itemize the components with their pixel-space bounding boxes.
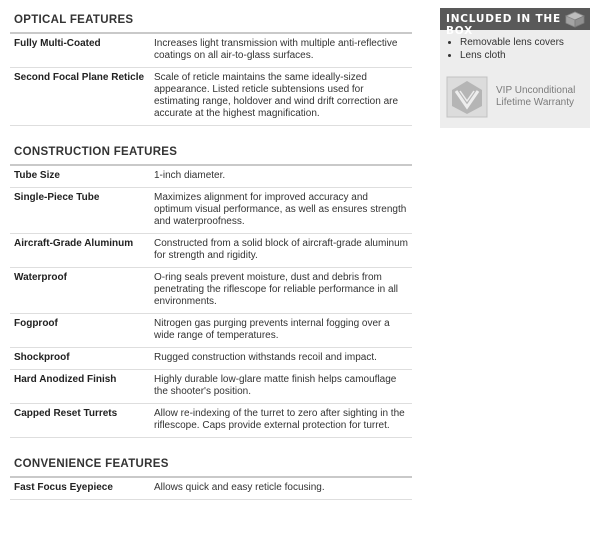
feature-name: Second Focal Plane Reticle — [14, 72, 145, 83]
feature-description: Rugged construction withstands recoil and impact. — [154, 352, 377, 363]
feature-row — [10, 348, 412, 370]
section-construction — [10, 140, 412, 438]
feature-row — [10, 478, 412, 500]
feature-name: Aircraft-Grade Aluminum — [14, 238, 134, 249]
feature-description: Highly durable low-glare matte finish helps camouflage the shooter's position. — [154, 374, 397, 397]
feature-name: Fast Focus Eyepiece — [14, 482, 113, 493]
feature-name: Shockproof — [14, 352, 70, 363]
feature-row — [10, 166, 412, 188]
warranty-line-2: Lifetime Warranty — [496, 97, 574, 108]
feature-row — [10, 188, 412, 234]
feature-row — [10, 404, 412, 438]
included-box-title: INCLUDED IN THE BOX — [446, 13, 561, 37]
feature-description: O-ring seals prevent moisture, dust and debris from penetrating the riflescope for reliable performance in all environments. — [154, 272, 399, 307]
feature-row — [10, 234, 412, 268]
feature-name: Capped Reset Turrets — [14, 408, 118, 419]
section-convenience — [10, 452, 412, 500]
feature-description: Maximizes alignment for improved accuracy and optimum visual performance, as well as ensures strength and waterproofness. — [154, 192, 407, 227]
feature-row — [10, 268, 412, 314]
feature-description: Allows quick and easy reticle focusing. — [154, 482, 325, 493]
included-item: • Removable lens covers — [460, 36, 582, 49]
included-box-header — [440, 8, 590, 37]
box-icon — [564, 10, 586, 33]
feature-row — [10, 314, 412, 348]
section-title-optical: OPTICAL FEATURES — [10, 8, 412, 34]
included-in-box-panel — [440, 8, 590, 128]
section-title-convenience: CONVENIENCE FEATURES — [10, 452, 412, 478]
warranty-line-1: VIP Unconditional — [496, 85, 576, 96]
feature-name: Tube Size — [14, 170, 60, 181]
feature-row — [10, 34, 412, 68]
feature-description: Nitrogen gas purging prevents internal fogging over a wide range of temperatures. — [154, 318, 390, 341]
feature-name: Fogproof — [14, 318, 58, 329]
warranty-block — [440, 70, 590, 128]
feature-description: Allow re-indexing of the turret to zero after sighting in the riflescope. Caps provide external protection for turret. — [154, 408, 405, 431]
section-title-construction: CONSTRUCTION FEATURES — [10, 140, 412, 166]
feature-row — [10, 68, 412, 126]
warranty-text — [496, 85, 575, 109]
feature-name: Single-Piece Tube — [14, 192, 100, 203]
feature-description: Increases light transmission with multiple anti-reflective coatings on all air-to-glass surfaces. — [154, 38, 398, 61]
feature-description: 1-inch diameter. — [154, 170, 226, 181]
vip-warranty-logo-icon — [446, 76, 488, 118]
feature-row — [10, 370, 412, 404]
feature-description: Constructed from a solid block of aircraft-grade aluminum for strength and rigidity. — [154, 238, 408, 261]
feature-name: Waterproof — [14, 272, 67, 283]
feature-name: Hard Anodized Finish — [14, 374, 117, 385]
feature-name: Fully Multi-Coated — [14, 38, 101, 49]
included-item: • Lens cloth — [460, 49, 582, 62]
features-column — [10, 8, 412, 514]
feature-description: Scale of reticle maintains the same ideally-sized appearance. Listed reticle subtensions used for estimating range, holdover and wind drift correction are accurate at the highest magnification. — [154, 72, 399, 119]
section-optical — [10, 8, 412, 126]
